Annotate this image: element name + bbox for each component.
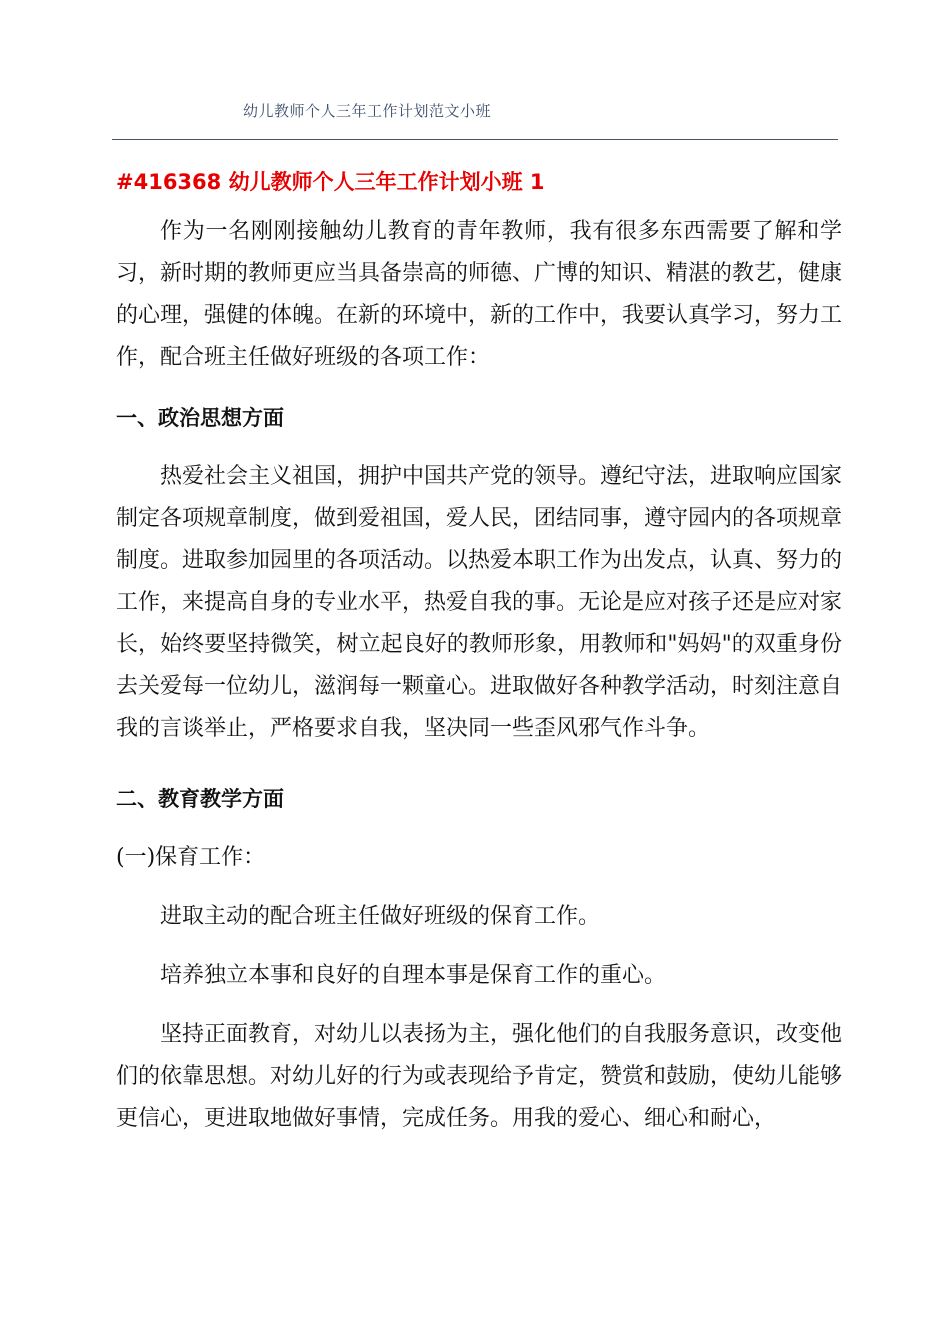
politics-paragraph: 热爱社会主义祖国，拥护中国共产党的领导。遵纪守法，进取响应国家制定各项规章制度，做到爱祖国，爱人民，团结同事，遵守园内的各项规章制度。进取参加园里的各项活动。以热爱本职工作为出发点，认真、努力的工作，来提高自身的专业水平，热爱自我的事。无论是应对孩子还是应对家长，始终要坚持微笑，树立起良好的教师形象，用教师和"妈妈"的双重身份去关爱每一位幼儿，滋润每一颗童心。进取做好各种教学活动，时刻注意自我的言谈举止，严格要求自我，坚决同一些歪风邪气作斗争。 (116, 464, 843, 741)
intro-paragraph: 作为一名刚刚接触幼儿教育的青年教师，我有很多东西需要了解和学习，新时期的教师更应当具备崇高的师德、广博的知识、精湛的教艺，健康的心理，强健的体魄。在新的环境中，新的工作中，我要认真学习，努力工作，配合班主任做好班级的各项工作： (116, 219, 843, 370)
care-paragraph-1: 进取主动的配合班主任做好班级的保育工作。 (160, 904, 601, 929)
header-divider (112, 139, 838, 140)
subheading-care-work: (一)保育工作： (116, 845, 266, 870)
care-paragraph-2: 培养独立本事和良好的自理本事是保育工作的重心。 (160, 963, 667, 988)
running-header: 幼儿教师个人三年工作计划范文小班 (243, 102, 492, 120)
section-heading-politics: 一、政治思想方面 (116, 406, 284, 430)
document-title: #416368 幼儿教师个人三年工作计划小班 1 (116, 170, 545, 194)
care-paragraph-3: 坚持正面教育，对幼儿以表扬为主，强化他们的自我服务意识，改变他们的依靠思想。对幼儿好的行为或表现给予肯定，赞赏和鼓励，使幼儿能够更信心，更进取地做好事情，完成任务。用我的爱心、细心和耐心， (116, 1022, 843, 1131)
section-heading-teaching: 二、教育教学方面 (116, 787, 284, 811)
